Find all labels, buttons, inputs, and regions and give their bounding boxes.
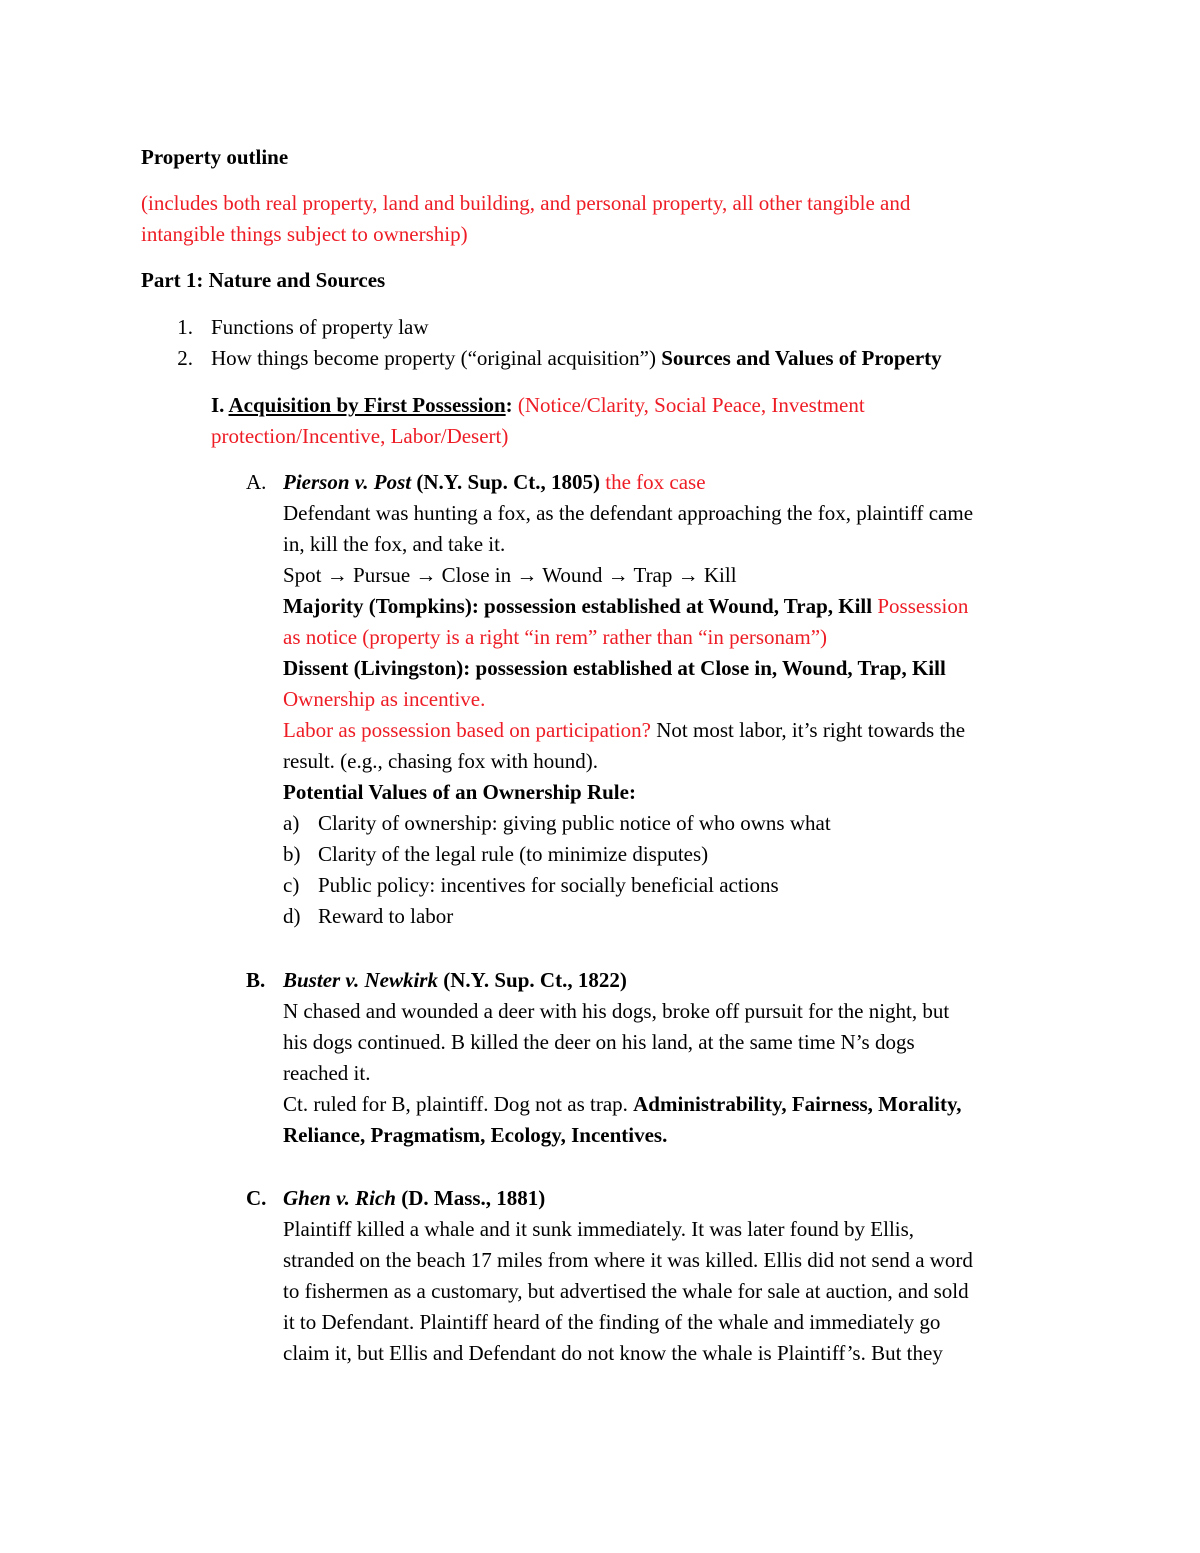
- labor-answer: Not most labor, it’s right towards the: [651, 718, 966, 742]
- dissent-opinion: Dissent (Livingston): possession established at Close in, Wound, Trap, Kill: [283, 656, 946, 680]
- case-heading: [283, 965, 627, 996]
- labor-note: [283, 715, 965, 746]
- possession-sequence: Spot → Pursue → Close in → Wound → Trap → Kill: [283, 563, 737, 587]
- section-heading: [211, 390, 865, 421]
- list-item-plain: How things become property (“original acquisition”): [211, 346, 662, 370]
- list-item-text: Functions of property law: [211, 315, 429, 339]
- labor-note-line-2: result. (e.g., chasing fox with hound).: [283, 749, 598, 773]
- case-facts-line: Defendant was hunting a fox, as the defendant approaching the fox, plaintiff came: [283, 501, 974, 525]
- case-facts-line: Plaintiff killed a whale and it sunk immediately. It was later found by Ellis,: [283, 1217, 915, 1241]
- case-name: Ghen v. Rich: [283, 1186, 396, 1210]
- case-facts-line: his dogs continued. B killed the deer on his land, at the same time N’s dogs: [283, 1030, 915, 1054]
- case-court: (N.Y. Sup. Ct., 1805): [411, 470, 600, 494]
- case-name: Pierson v. Post: [283, 470, 412, 494]
- values-heading: Potential Values of an Ownership Rule:: [283, 780, 636, 804]
- list-item-text: Public policy: incentives for socially beneficial actions: [318, 873, 779, 897]
- case-letter: C.: [246, 1186, 267, 1210]
- case-ruling: [283, 1089, 962, 1120]
- dissent-note: Ownership as incentive.: [283, 687, 486, 711]
- case-facts-line: to fishermen as a customary, but advertised the whale for sale at auction, and sold: [283, 1279, 969, 1303]
- intro-line-1: (includes both real property, land and building, and personal property, all other tangible and: [141, 191, 911, 215]
- list-letter: d): [283, 904, 301, 928]
- part-heading: Part 1: Nature and Sources: [141, 268, 386, 292]
- list-item-text: Reward to labor: [318, 904, 454, 928]
- majority-opinion: [283, 591, 968, 622]
- case-facts-line: stranded on the beach 17 miles from where it was killed. Ellis did not send a word: [283, 1248, 973, 1272]
- case-court: (N.Y. Sup. Ct., 1822): [437, 968, 627, 992]
- case-tag: the fox case: [599, 470, 706, 494]
- document-title: Property outline: [141, 145, 289, 169]
- case-name: Buster v. Newkirk: [283, 968, 438, 992]
- list-item-text: Clarity of ownership: giving public notice of who owns what: [318, 811, 831, 835]
- case-facts-line: in, kill the fox, and take it.: [283, 532, 506, 556]
- ruling-values-line-2: Reliance, Pragmatism, Ecology, Incentives.: [283, 1123, 668, 1147]
- section-colon: :: [505, 393, 513, 417]
- labor-question: Labor as possession based on participation?: [283, 718, 651, 742]
- case-court: (D. Mass., 1881): [395, 1186, 546, 1210]
- case-facts-line: N chased and wounded a deer with his dogs, broke off pursuit for the night, but: [283, 999, 950, 1023]
- list-number: 1.: [177, 315, 193, 339]
- section-notes: (Notice/Clarity, Social Peace, Investment: [512, 393, 865, 417]
- case-heading: [283, 467, 706, 498]
- list-item-text: Clarity of the legal rule (to minimize disputes): [318, 842, 709, 866]
- list-item-text: [211, 343, 942, 374]
- majority-note: Possession: [872, 594, 969, 618]
- list-letter: a): [283, 811, 300, 835]
- list-item-bold: Sources and Values of Property: [661, 346, 942, 370]
- list-letter: b): [283, 842, 301, 866]
- case-facts-line: it to Defendant. Plaintiff heard of the finding of the whale and immediately go: [283, 1310, 941, 1334]
- majority-note-line-2: as notice (property is a right “in rem” rather than “in personam”): [283, 625, 828, 649]
- case-facts-line: claim it, but Ellis and Defendant do not know the whale is Plaintiff’s. But they: [283, 1341, 943, 1365]
- majority-label: Majority (Tompkins): possession established at Wound, Trap, Kill: [283, 594, 873, 618]
- case-heading: [283, 1183, 545, 1214]
- list-number: 2.: [177, 346, 193, 370]
- list-letter: c): [283, 873, 300, 897]
- section-title: Acquisition by First Possession: [228, 393, 506, 417]
- case-facts-line: reached it.: [283, 1061, 371, 1085]
- ruling-text: Ct. ruled for B, plaintiff. Dog not as trap.: [283, 1092, 634, 1116]
- ruling-values: Administrability, Fairness, Morality,: [633, 1092, 962, 1116]
- section-roman: I.: [211, 393, 229, 417]
- section-notes-line-2: protection/Incentive, Labor/Desert): [211, 424, 509, 448]
- case-letter: A.: [246, 470, 267, 494]
- intro-line-2: intangible things subject to ownership): [141, 222, 468, 246]
- case-letter: B.: [246, 968, 266, 992]
